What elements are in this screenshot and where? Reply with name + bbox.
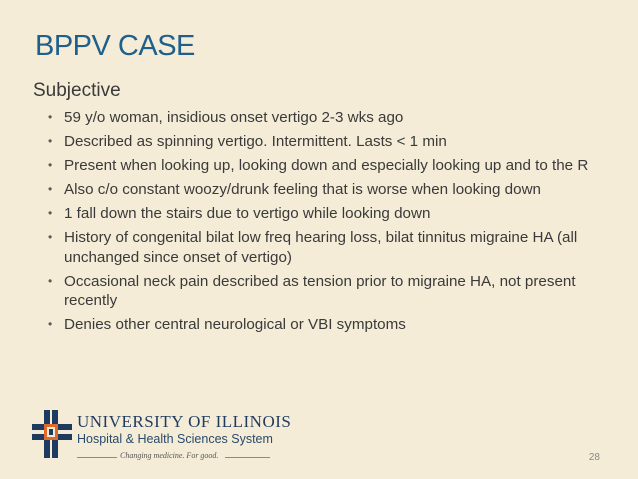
bullet-icon: • [48,182,53,196]
slide-title: BPPV CASE [35,30,195,62]
bullet-icon: • [48,273,53,288]
bullet-list [46,108,606,339]
bullet-icon: • [48,230,53,244]
bullet-text: Described as spinning vertigo. Intermittent. Lasts < 1 min [64,133,447,150]
bullet-text: Denies other central neurological or VBI symptoms [64,316,406,333]
logo-system-name: Hospital & Health Sciences System [77,432,273,446]
section-heading: Subjective [33,80,121,101]
list-item [46,132,606,152]
bullet-text: History of congenital bilat low freq hearing loss, bilat tinnitus migraine HA (all unchanged since onset of vertigo) [64,229,578,266]
university-logo [30,408,292,468]
bullet-text: Occasional neck pain described as tension prior to migraine HA, not present recently [64,272,576,309]
bullet-text: Also c/o constant woozy/drunk feeling that is worse when looking down [64,181,541,198]
logo-tagline: Changing medicine. For good. [120,451,219,460]
bullet-icon: • [48,158,53,172]
list-item [46,272,606,311]
logo-divider [77,457,117,458]
list-item [46,180,606,200]
bullet-icon: • [48,134,53,148]
list-item [46,108,606,128]
list-item [46,228,606,267]
bullet-text: 59 y/o woman, insidious onset vertigo 2-3 wks ago [64,109,404,126]
bullet-icon: • [48,206,53,220]
logo-divider [225,457,270,458]
page-number: 28 [588,452,600,463]
logo-university-name: UNIVERSITY OF ILLINOIS [77,412,292,431]
bullet-icon: • [48,317,53,331]
list-item [46,156,606,176]
bullet-text: 1 fall down the stairs due to vertigo while looking down [64,205,431,222]
bullet-icon: • [48,110,53,124]
university-logo-icon [30,408,74,464]
bullet-text: Present when looking up, looking down and especially looking up and to the R [64,157,589,174]
list-item [46,204,606,224]
list-item [46,315,606,335]
